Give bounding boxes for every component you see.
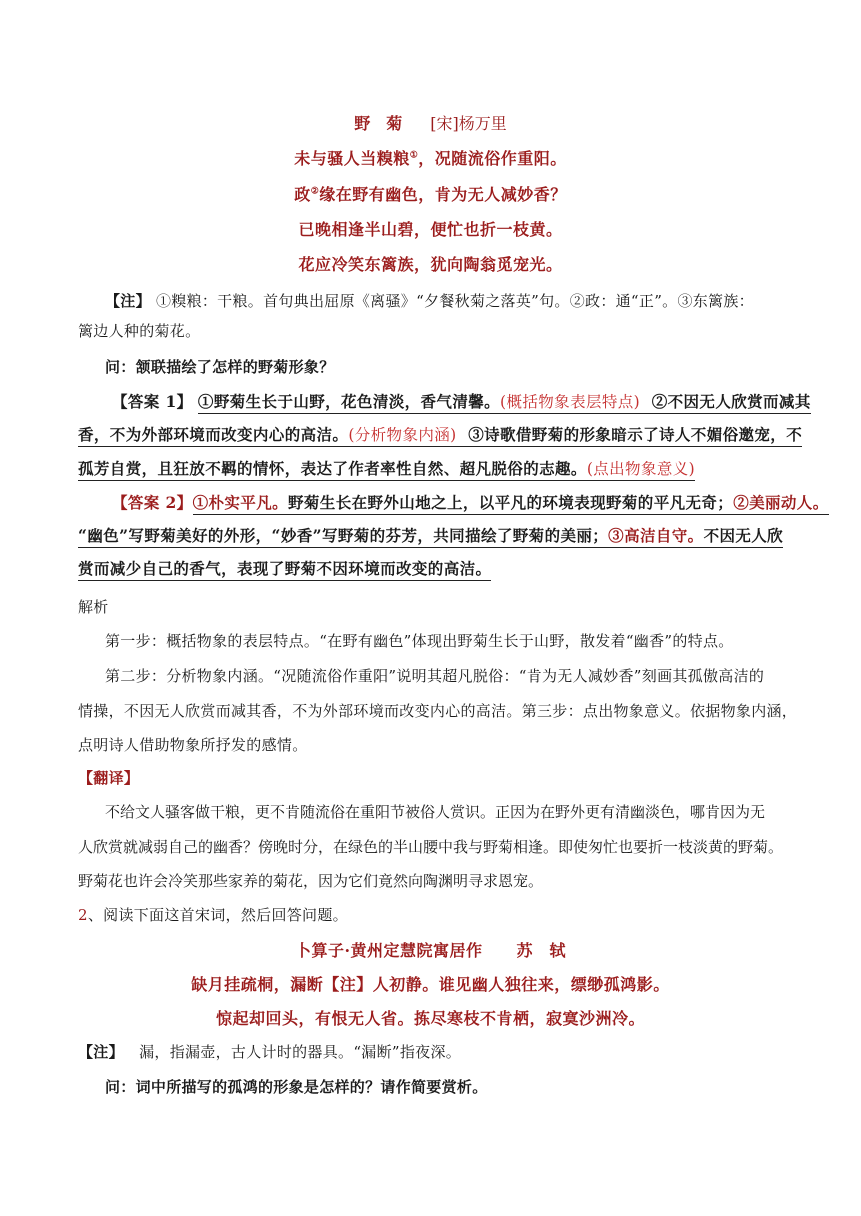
answer1-line-2	[78, 423, 802, 445]
poem1-line-4: 花应冷笑东篱族，犹向陶翁觅宠光。	[298, 255, 563, 274]
answer1-hint-2: (分析物象内涵)	[348, 426, 457, 444]
answer2-line-3-text: 赏而减少自己的香气，表现了野菊不因环境而改变的高洁。	[78, 559, 491, 581]
poem2-title: 卜算子·黄州定慧院寓居作	[294, 941, 483, 960]
answer1-label: 【答案 1】	[112, 392, 193, 411]
translation-line-3: 野菊花也许会冷笑那些家养的菊花，因为它们竟然向陶渊明寻求恩宠。	[78, 872, 544, 890]
poem1-title: 野 菊	[354, 114, 403, 133]
section2-number: 2	[78, 906, 88, 924]
answer1-line-1-text: ①野菊生长于山野，花色清淡，香气清馨。	[197, 392, 501, 411]
answer2-line-3	[78, 557, 491, 579]
answer2-line-1	[112, 491, 829, 513]
notes2-text: 漏，指漏壶，古人计时的器具。“漏断”指夜深。	[139, 1043, 462, 1061]
poem1-line-1-a: 未与骚人当糗粮	[294, 149, 410, 168]
answer1-line-3-text: 孤芳自赏，且狂放不羁的情怀，表达了作者率性自然、超凡脱俗的志趣。	[78, 459, 587, 478]
question-2: 问：词中所描写的孤鸿的形象是怎样的？请作简要赏析。	[105, 1078, 488, 1096]
analysis-paragraph-2-line-1: 第二步：分析物象内涵。“况随流俗作重阳”说明其超凡脱俗：“肯为无人减妙香”刻画其孤傲高洁的	[105, 667, 765, 685]
analysis-paragraph-2-line-3: 点明诗人借助物象所抒发的感情。	[78, 736, 308, 754]
answer1-line-3-body	[78, 459, 695, 481]
analysis-label: 解析	[78, 598, 109, 616]
poem1-line-2-a: 政	[294, 185, 311, 204]
answer1-line-1-body	[198, 392, 811, 414]
answer2-line-1-text: 野菊生长在野外山地之上，以平凡的环境表现野菊的平凡无奇；	[288, 493, 734, 512]
poem2-line-2: 惊起却回头，有恨无人省。拣尽寒枝不肯栖，寂寞沙洲冷。	[215, 1009, 645, 1028]
answer1-hint-3: (点出物象意义)	[586, 460, 696, 478]
notes1-line-1	[105, 290, 754, 311]
answer2-keyword-1: ①朴实平凡。	[192, 493, 288, 512]
poem2-author: 苏 轼	[516, 941, 567, 960]
translation-line-2: 人欣赏就减弱自己的幽香？傍晚时分，在绿色的半山腰中我与野菊相逢。即使匆忙也要折一枝淡黄的野菊。	[78, 838, 784, 856]
notes1-text-1: ①糗粮：干粮。首句典出屈原《离骚》“夕餐秋菊之落英”句。②政：通“正”。③东篱族：	[155, 292, 754, 310]
poem1-line-1	[0, 146, 861, 169]
answer2-line-2	[78, 524, 783, 546]
poem1-line-3: 已晚相逢半山碧，便忙也折一枝黄。	[298, 220, 563, 239]
section2-heading	[78, 904, 348, 925]
analysis-paragraph-1: 第一步：概括物象的表层特点。“在野有幽色”体现出野菊生长于山野，散发着“幽香”的特点。	[105, 632, 734, 650]
poem1-line-1-b: ，况随流俗作重阳。	[418, 149, 567, 168]
answer2-label: 【答案 2】	[112, 493, 193, 512]
notes2-line	[78, 1041, 461, 1062]
answer1-line-3	[78, 457, 695, 479]
answer2-line-2-tail: 不因无人欣	[703, 526, 784, 545]
answer2-line-1-body	[193, 493, 829, 515]
answer1-hint-1: (概括物象表层特点)	[500, 393, 641, 411]
answer1-line-2-text: 香，不为外部环境而改变内心的高洁。	[78, 425, 349, 444]
poem1-title-line	[0, 111, 861, 134]
notes1-label: 【注】	[105, 292, 151, 310]
answer1-line-2-tail: ③诗歌借野菊的形象暗示了诗人不媚俗邀宠，不	[468, 425, 803, 444]
footnote-marker-1: ①	[409, 150, 419, 161]
poem1-author: [宋]杨万里	[430, 114, 507, 133]
answer1-line-2-body	[78, 425, 802, 447]
analysis-paragraph-2-line-2: 情操，不因无人欣赏而减其香，不为外部环境而改变内心的高洁。第三步：点出物象意义。依据物象内涵，	[78, 702, 798, 720]
answer2-line-2-text: “幽色”写野菊美好的外形，“妙香”写野菊的芬芳，共同描绘了野菊的美丽；	[78, 526, 609, 545]
poem2-line-1: 缺月挂疏桐，漏断【注】人初静。谁见幽人独往来，缥缈孤鸿影。	[191, 975, 670, 994]
notes1-line-2: 篱边人种的菊花。	[78, 322, 201, 340]
answer2-keyword-2: ②美丽动人。	[733, 493, 829, 512]
answer1-line-1-tail: ②不因无人欣赏而减其	[651, 392, 811, 411]
section2-text: 、阅读下面这首宋词，然后回答问题。	[87, 906, 348, 924]
answer2-keyword-3: ③高洁自守。	[608, 526, 704, 545]
translation-line-1: 不给文人骚客做干粮，更不肯随流俗在重阳节被俗人赏识。正因为在野外更有清幽淡色，哪肯因为无	[105, 803, 766, 821]
answer2-line-2-body	[78, 526, 783, 548]
poem1-line-2	[0, 182, 861, 205]
notes2-label: 【注】	[78, 1043, 124, 1061]
translation-label: 【翻译】	[78, 769, 140, 787]
footnote-marker-2: ②	[310, 186, 320, 197]
question-1: 问：颔联描绘了怎样的野菊形象？	[105, 358, 335, 376]
answer1-line-1	[112, 390, 811, 412]
poem1-line-2-b: 缘在野有幽色，肯为无人减妙香？	[319, 185, 567, 204]
poem2-title-line	[0, 938, 861, 961]
